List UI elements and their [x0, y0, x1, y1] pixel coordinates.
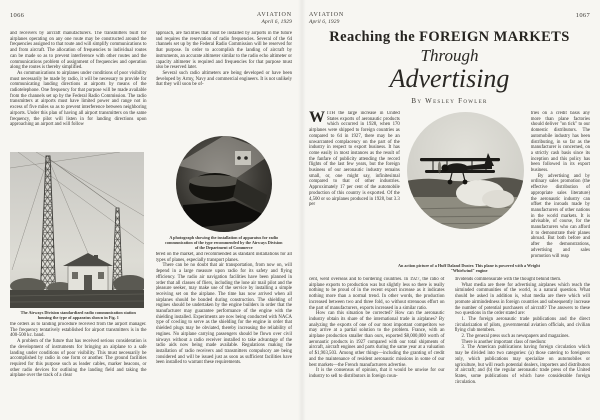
headline-line-1: Reaching the FOREIGN MARKETS	[329, 29, 570, 45]
drop-cap: W	[309, 111, 325, 126]
article-text	[10, 31, 147, 149]
intro-text: ITH the large increase in United States exports of aeronautic products which occurred in 1928, when 170 airplanes were shipped to foreign countries as compared to 64 in 1927, there may be an unwarranted complacency on the part of the industry in respect to export business. It has come easily in most instances as the result of the fanfare of publicity attending the record flights of the last few years, but the foreign business of our aeronautic industry remains small, or, one might say, infinitesimal compared to that of other industries. Approximately 17 per cent of the automobile production of this country is exported. Of the 4,500 or so airplanes produced in 1928, but 3.3 per	[309, 111, 400, 208]
paragraph: By advertising and by ordinary sales promotion (the effective distribution of appropriate sales literature) the aeronautic industry can offset the inroads made by manufacturers of other nations in the world markets. It is advisable, of course, for the manufacturers who can afford it to demonstrate their planes abroad. But both before and after the demonstrations, advertising and sales promotion will reap	[530, 173, 590, 259]
page-number-left: 1066	[10, 12, 25, 19]
issue-date: April 6, 1929	[261, 18, 292, 25]
intro-column	[309, 111, 400, 261]
paragraph: the orders as to landing procedure received from the airport manager. The frequency tentatively established for airport transmitters is in the 400-500 kc. band.	[10, 322, 147, 339]
article-headline	[309, 29, 590, 92]
bottom-column-right	[455, 277, 591, 403]
article-text	[156, 31, 293, 133]
paragraph: There is another important class of medium:	[461, 339, 547, 345]
list-item: 1. The foreign aeronautic trade publications and the direct circularization of pilots, governmental aviation officials, and civilian flying club members.	[454, 316, 590, 334]
radio-station-photo	[10, 152, 144, 308]
right-page	[300, 0, 600, 420]
issue-date: April 6, 1929	[309, 18, 340, 25]
bottom-columns	[309, 277, 590, 403]
page-gutter	[298, 0, 306, 420]
article-text	[156, 252, 293, 402]
right-page-header	[309, 12, 590, 27]
masthead-right-page	[309, 12, 344, 25]
left-page-header	[10, 12, 292, 27]
bottom-column-left	[309, 277, 445, 403]
list-item: 3. The American publications having foreign circulation which may be divided into two categories: (a) those catering to foreigners only, which publications may specialize on automobiles or agriculture, but will reach potential dealers, importers and distributors of aircraft; and (b) the regular aeronautic trade press of the United States, some publications of which have considerable foreign circulation.	[454, 345, 590, 385]
radio-apparatus-photo	[175, 135, 273, 233]
page-number-right: 1067	[575, 12, 590, 19]
photo-caption: The Airways Division standardized radio communication station housing the type of apparatus shown in Fig. 1	[20, 310, 136, 320]
masthead-left-page	[257, 12, 292, 25]
paragraph: Several such radio altimeters are being developed or have been developed by Army, Navy and commercial engineers. It is not unlikely that they will soon be of-	[155, 70, 292, 88]
paragraph: tries on a credit basis any more than plane factories should deliver "on tick" to our domestic distributors. The automobile industry has been distributing, in so far as the manufacturer is concerned, on a strictly cash basis since its inception and this policy has been followed in its export business.	[530, 111, 590, 174]
headline-line-3: Advertising	[389, 64, 510, 93]
paragraph: It is the consensus of opinion, that it would be unwise for our industry to sell to distributors in foreign coun-	[309, 368, 445, 379]
masthead-title: AVIATION	[256, 12, 292, 18]
intro-paragraph	[309, 111, 400, 208]
paragraph: A problem of the future that has received serious consideration is the development of instruments for bringing an airplane to a safe landing under conditions of poor visibility. This must necessarily be accomplished by radio in one form or another. The ground facilities required for this purpose such as leader cables, marker beacons, or other radio devices for outlining the landing field and taking the airplane over the track of a clear	[10, 339, 147, 379]
airplane-photo-caption: An action picture of a Huff Daland Duster. This plane is powered with a Wright "Whirlwind" engine	[398, 263, 540, 273]
paragraph: There can be no doubt that air transportation, from now on, will depend in a large measure upon radio for its safety and flying efficiency. The radio air navigation facilities have been planned in order that all classes of fliers, including the lone air mail pilot and the pleasure seeker, may make use of the service by installing a simple receiving set on the airplane. The time has now arrived when all airplanes should be bonded during construction. The shielding of engines should be undertaken by the engine builders in order that the manufacturer may guarantee performance of the engine with the shielding installed. Experiments are now being conducted with NACA type of cowling to serve as the shielding for the engine in order that shielded plugs may be obviated, thereby increasing the reliability of engines. No airplane carrying passengers should be flown over civil airways without a radio receiver installed to take advantage of the radio aids now being made available. Regulations making the installation of radio receivers and transmitters compulsory are being considered and will be issued just as soon as sufficient facilities have been installed to warrant these requirements.	[155, 263, 292, 366]
paragraph: dividends commensurate with the thought behind them.	[454, 277, 562, 282]
paragraph: cent, went overseas and to bordering countries. In 1927, the ratio of airplane exports to production was but slightly less so there is really nothing to be proud of in the recent export increase as it indicates nothing more than a normal trend. In other words, the production increased between two and three fold, so without strenuous effort on the part of manufacturers, exports increased in a similar ratio.	[309, 277, 445, 311]
credit-column	[531, 111, 590, 261]
paragraph: fered on the market, and recommended as standard installations for all types of planes, especially transport planes.	[155, 252, 292, 263]
masthead-title: AVIATION	[309, 12, 345, 18]
byline: By Wesley Fowler	[411, 97, 488, 105]
left-page-column-1	[10, 31, 147, 406]
paragraph: How can this situation be corrected? How can the aeronautic industry obtain its share of the international trade in airplanes? By analyzing the exports of one of our most important competitors we may arrive at a partial solution to the problem. France, with an airplane production smaller than ours, exported $8,000,000 worth of aeronautic products in 1927 compared with our total shipments of aircraft, aircraft engines and parts during the same year at a valuation of $1,903,503. Among other things—including the granting of credit and the maintenance of resident aeronautic missions in some of our best markets—the French manufacturers advertise.	[309, 311, 445, 368]
paragraph: What media are there for advertising airplanes which reach the airminded communities of the world, is a natural question. What should be asked in addition is, what media are there which will promote airmindedness in foreign countries and subsequently increase the number of potential purchasers of aircraft? The answers to these two questions in the order stated are:	[454, 282, 590, 317]
list-item: 2. The general press such as newspapers and magazines.	[461, 334, 570, 340]
paragraph: approach, are facilities that must be installed by airports in the future and requires the reservation of radio frequencies. Several of the 64 channels set up by the Federal Radio Commission will be reserved for that purpose. In order to accomplish the landing of aircraft by instruments, an accurate altimeter similar to the radio echo altimeter or capacity altimeter is required and frequencies for that purpose must also be reserved later.	[155, 31, 292, 71]
airplane-photo	[406, 111, 525, 261]
article-text	[10, 322, 147, 406]
left-page-column-2	[156, 31, 293, 406]
headline-line-2: Through	[420, 46, 479, 65]
left-page-columns	[10, 31, 292, 406]
paragraph: and receivers by aircraft manufacturers. The transmitters built for airplanes operating on any one route may be constructed around the frequencies assigned to that route and will simplify communications to and from aircraft. The allocation of frequencies to individual routes can be made so as to prevent interference with other routes and the communications problem of assignment of frequencies and operation along the routes is thereby simplified.	[10, 31, 147, 71]
paragraph: As communications to airplanes under conditions of poor visibility must necessarily be made by radio, it will be necessary to provide for communicating landing directions at airports by means of the radiotelephone. One frequency for that purpose will be made available from the channels set up by the Federal Radio Commission. The radio transmitters at airports must have limited power and range not in excess of five miles so as to prevent interference between neighboring airports. Under this plan of having all airport transmitters on the same frequency, the pilot will listen in for landing directions upon approaching an airport and will follow	[10, 70, 147, 128]
feature-row	[309, 111, 590, 261]
photo-caption: A photograph showing the installation of apparatus for radio communication of the type recommended by the Airways Division of the Department of Commerce	[165, 235, 283, 250]
